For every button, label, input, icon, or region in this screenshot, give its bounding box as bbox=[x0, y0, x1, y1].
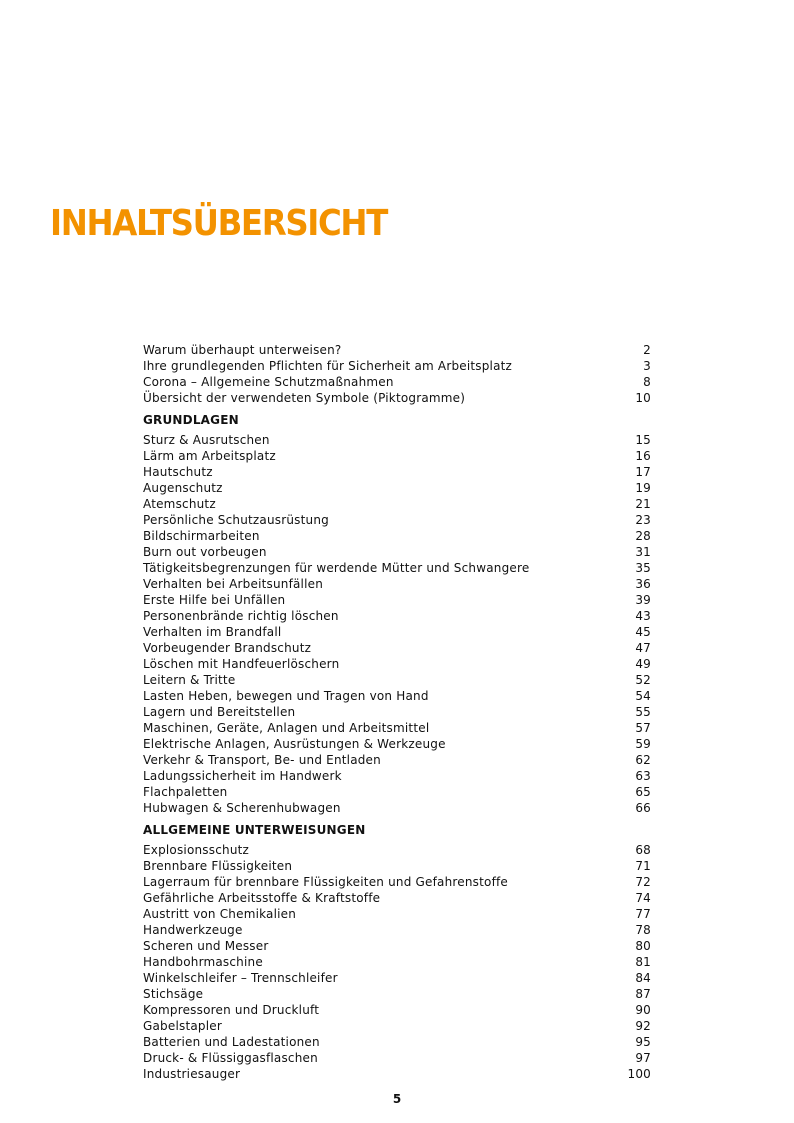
toc-entry-page: 15 bbox=[635, 433, 651, 447]
toc-entry-label: Tätigkeitsbegrenzungen für werdende Mütter und Schwangere bbox=[143, 561, 530, 575]
toc-entry bbox=[143, 496, 651, 512]
toc-entry-label: Ladungssicherheit im Handwerk bbox=[143, 769, 342, 783]
toc-entry bbox=[143, 906, 651, 922]
toc-entry-page: 19 bbox=[635, 481, 651, 495]
toc-entry-label: Lagern und Bereitstellen bbox=[143, 705, 296, 719]
toc-entry-label: Handbohrmaschine bbox=[143, 955, 263, 969]
toc-entry-label: Gefährliche Arbeitsstoffe & Kraftstoffe bbox=[143, 891, 381, 905]
toc-entry-page: 21 bbox=[635, 497, 651, 511]
toc-entry bbox=[143, 342, 651, 358]
toc-entry-label: Lärm am Arbeitsplatz bbox=[143, 449, 276, 463]
toc-entry-page: 55 bbox=[635, 705, 651, 719]
toc-entry-page: 68 bbox=[635, 843, 651, 857]
toc-entry bbox=[143, 842, 651, 858]
toc-entry bbox=[143, 480, 651, 496]
toc-entry-page: 2 bbox=[643, 343, 651, 357]
toc-entry-label: Explosionsschutz bbox=[143, 843, 250, 857]
toc-entry-label: Persönliche Schutzausrüstung bbox=[143, 513, 329, 527]
toc-entry-label: Gabelstapler bbox=[143, 1019, 222, 1033]
page-number: 5 bbox=[392, 1092, 402, 1106]
toc-entry-page: 80 bbox=[635, 939, 651, 953]
toc-entry-label: Hubwagen & Scherenhubwagen bbox=[143, 801, 341, 815]
toc-entry bbox=[143, 1050, 651, 1066]
toc-entry bbox=[143, 688, 651, 704]
toc-entry-label: Löschen mit Handfeuerlöschern bbox=[143, 657, 340, 671]
toc-entry-label: Maschinen, Geräte, Anlagen und Arbeitsmittel bbox=[143, 721, 430, 735]
toc-entry-page: 100 bbox=[627, 1067, 651, 1081]
toc-entry bbox=[143, 592, 651, 608]
toc-entry bbox=[143, 800, 651, 816]
toc-entry-page: 47 bbox=[635, 641, 651, 655]
toc-entry-label: Ihre grundlegenden Pflichten für Sicherheit am Arbeitsplatz bbox=[143, 359, 513, 373]
toc-entry-page: 36 bbox=[635, 577, 651, 591]
section-heading-allgemeine: ALLGEMEINE UNTERWEISUNGEN bbox=[143, 823, 366, 837]
toc-entry-label: Industriesauger bbox=[143, 1067, 241, 1081]
section-heading-grundlagen: GRUNDLAGEN bbox=[143, 413, 239, 427]
toc-entry bbox=[143, 576, 651, 592]
table-of-contents bbox=[143, 342, 651, 1082]
toc-entry bbox=[143, 1034, 651, 1050]
toc-entry-page: 72 bbox=[635, 875, 651, 889]
toc-entry-label: Verhalten im Brandfall bbox=[143, 625, 282, 639]
page-title: INHALTSÜBERSICHT bbox=[50, 203, 387, 244]
toc-entry-label: Augenschutz bbox=[143, 481, 223, 495]
toc-entry-label: Warum überhaupt unterweisen? bbox=[143, 343, 342, 357]
toc-entry-label: Lagerraum für brennbare Flüssigkeiten und Gefahrenstoffe bbox=[143, 875, 508, 889]
toc-entry-label: Austritt von Chemikalien bbox=[143, 907, 297, 921]
toc-entry-page: 74 bbox=[635, 891, 651, 905]
toc-entry-page: 45 bbox=[635, 625, 651, 639]
toc-entry bbox=[143, 736, 651, 752]
toc-entry bbox=[143, 704, 651, 720]
toc-entry-label: Erste Hilfe bei Unfällen bbox=[143, 593, 286, 607]
toc-entry bbox=[143, 544, 651, 560]
toc-entry bbox=[143, 768, 651, 784]
toc-entry-page: 23 bbox=[635, 513, 651, 527]
toc-entry-label: Verhalten bei Arbeitsunfällen bbox=[143, 577, 324, 591]
toc-entry bbox=[143, 672, 651, 688]
toc-entry bbox=[143, 938, 651, 954]
toc-entry bbox=[143, 1066, 651, 1082]
toc-entry bbox=[143, 986, 651, 1002]
toc-entry-label: Handwerkzeuge bbox=[143, 923, 243, 937]
toc-entry-page: 3 bbox=[643, 359, 651, 373]
toc-entry-label: Scheren und Messer bbox=[143, 939, 269, 953]
toc-entry-label: Corona – Allgemeine Schutzmaßnahmen bbox=[143, 375, 394, 389]
toc-entry-page: 52 bbox=[635, 673, 651, 687]
toc-entry bbox=[143, 464, 651, 480]
toc-entry-page: 84 bbox=[635, 971, 651, 985]
toc-entry-page: 59 bbox=[635, 737, 651, 751]
toc-entry bbox=[143, 1018, 651, 1034]
toc-entry-label: Hautschutz bbox=[143, 465, 213, 479]
toc-entry bbox=[143, 358, 651, 374]
toc-entry-page: 65 bbox=[635, 785, 651, 799]
toc-entry-label: Lasten Heben, bewegen und Tragen von Hand bbox=[143, 689, 429, 703]
toc-entry-label: Verkehr & Transport, Be- und Entladen bbox=[143, 753, 381, 767]
toc-entry-label: Sturz & Ausrutschen bbox=[143, 433, 270, 447]
toc-entry-label: Elektrische Anlagen, Ausrüstungen & Werkzeuge bbox=[143, 737, 446, 751]
toc-entry bbox=[143, 528, 651, 544]
toc-entry-page: 92 bbox=[635, 1019, 651, 1033]
toc-entry bbox=[143, 608, 651, 624]
toc-entry bbox=[143, 922, 651, 938]
toc-entry bbox=[143, 432, 651, 448]
toc-entry-page: 54 bbox=[635, 689, 651, 703]
toc-entry-page: 10 bbox=[635, 391, 651, 405]
intro-list bbox=[143, 342, 651, 406]
toc-entry-label: Stichsäge bbox=[143, 987, 204, 1001]
toc-entry bbox=[143, 390, 651, 406]
toc-entry bbox=[143, 656, 651, 672]
toc-entry-page: 78 bbox=[635, 923, 651, 937]
toc-entry bbox=[143, 954, 651, 970]
toc-entry-page: 66 bbox=[635, 801, 651, 815]
toc-entry bbox=[143, 448, 651, 464]
toc-entry-page: 71 bbox=[635, 859, 651, 873]
toc-entry-page: 39 bbox=[635, 593, 651, 607]
toc-entry-label: Winkelschleifer – Trennschleifer bbox=[143, 971, 338, 985]
toc-entry-page: 31 bbox=[635, 545, 651, 559]
toc-entry-label: Brennbare Flüssigkeiten bbox=[143, 859, 293, 873]
toc-entry-page: 49 bbox=[635, 657, 651, 671]
toc-entry bbox=[143, 970, 651, 986]
toc-entry-page: 17 bbox=[635, 465, 651, 479]
toc-entry bbox=[143, 784, 651, 800]
toc-entry-label: Druck- & Flüssiggasflaschen bbox=[143, 1051, 318, 1065]
grundlagen-list bbox=[143, 432, 651, 816]
toc-entry-label: Kompressoren und Druckluft bbox=[143, 1003, 320, 1017]
toc-entry-page: 57 bbox=[635, 721, 651, 735]
toc-entry-label: Übersicht der verwendeten Symbole (Piktogramme) bbox=[143, 391, 466, 405]
toc-entry-label: Burn out vorbeugen bbox=[143, 545, 267, 559]
toc-entry bbox=[143, 752, 651, 768]
toc-entry-page: 81 bbox=[635, 955, 651, 969]
toc-entry-label: Bildschirmarbeiten bbox=[143, 529, 260, 543]
toc-entry-page: 95 bbox=[635, 1035, 651, 1049]
toc-entry-page: 90 bbox=[635, 1003, 651, 1017]
toc-entry-label: Flachpaletten bbox=[143, 785, 228, 799]
toc-entry-page: 8 bbox=[643, 375, 651, 389]
toc-entry-page: 97 bbox=[635, 1051, 651, 1065]
toc-entry bbox=[143, 858, 651, 874]
toc-entry-page: 16 bbox=[635, 449, 651, 463]
toc-entry-page: 28 bbox=[635, 529, 651, 543]
toc-entry bbox=[143, 624, 651, 640]
toc-entry-label: Leitern & Tritte bbox=[143, 673, 236, 687]
toc-entry-label: Vorbeugender Brandschutz bbox=[143, 641, 312, 655]
toc-entry bbox=[143, 640, 651, 656]
toc-entry bbox=[143, 890, 651, 906]
toc-entry bbox=[143, 560, 651, 576]
toc-entry-label: Atemschutz bbox=[143, 497, 216, 511]
toc-entry-page: 43 bbox=[635, 609, 651, 623]
toc-entry-page: 35 bbox=[635, 561, 651, 575]
toc-entry bbox=[143, 1002, 651, 1018]
toc-entry-page: 63 bbox=[635, 769, 651, 783]
toc-entry bbox=[143, 512, 651, 528]
toc-entry-label: Personenbrände richtig löschen bbox=[143, 609, 339, 623]
toc-entry bbox=[143, 874, 651, 890]
toc-entry-page: 77 bbox=[635, 907, 651, 921]
toc-entry-label: Batterien und Ladestationen bbox=[143, 1035, 320, 1049]
toc-entry bbox=[143, 720, 651, 736]
toc-entry-page: 87 bbox=[635, 987, 651, 1001]
toc-entry-page: 62 bbox=[635, 753, 651, 767]
toc-entry bbox=[143, 374, 651, 390]
allgemeine-list bbox=[143, 842, 651, 1082]
